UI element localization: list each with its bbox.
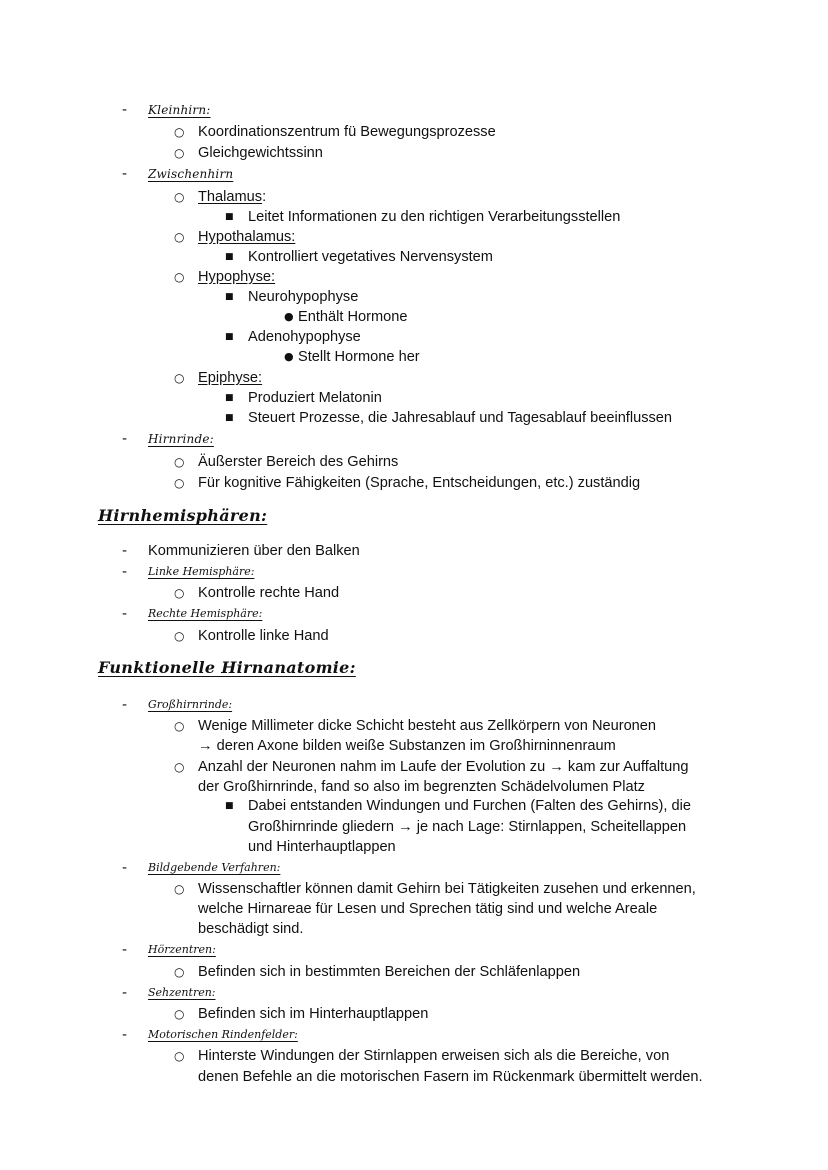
square-bullet: ■ — [225, 332, 234, 342]
square-bullet: ■ — [225, 212, 234, 222]
list-item: Neurohypophyse — [248, 289, 359, 305]
circle-bullet: ○ — [174, 965, 185, 979]
circle-bullet: ○ — [174, 882, 185, 896]
circle-bullet: ○ — [174, 476, 185, 490]
list-item: Gleichgewichtssinn — [198, 145, 323, 161]
circle-bullet: ○ — [174, 125, 185, 139]
subsection-thalamus — [198, 187, 266, 207]
dash-bullet: - — [122, 697, 128, 713]
hypophyse-label: Hypophyse: — [198, 269, 276, 285]
thalamus-label: Thalamus — [198, 189, 263, 205]
paragraph-line: denen Befehle an die motorischen Fasern im Rückenmark übermittelt werden. — [198, 1069, 703, 1085]
list-item: Kontrolle rechte Hand — [198, 585, 340, 601]
epiphyse-label: Epiphyse: — [198, 370, 263, 386]
square-bullet: ■ — [225, 393, 234, 403]
circle-bullet: ○ — [174, 455, 185, 469]
heading-hirnhemisphaeren: Hirnhemisphären: — [98, 506, 268, 525]
dot-bullet: ● — [284, 310, 294, 323]
list-item: Kontrolliert vegetatives Nervensystem — [248, 249, 493, 265]
dash-bullet: - — [122, 1027, 128, 1043]
paragraph-line: Hinterste Windungen der Stirnlappen erweisen sich als die Bereiche, von — [198, 1048, 670, 1064]
list-item: Befinden sich in bestimmten Bereichen der Schläfenlappen — [198, 964, 581, 980]
paragraph-line: der Großhirnrinde, fand so also im begrenzten Schädelvolumen Platz — [198, 779, 645, 795]
dash-bullet: - — [122, 564, 128, 580]
square-bullet: ■ — [225, 413, 234, 423]
list-item: Adenohypophyse — [248, 329, 361, 345]
section-label-zwischenhirn: Zwischenhirn — [148, 167, 234, 181]
section-label-rechte-hemisphaere: Rechte Hemisphäre: — [148, 607, 263, 620]
dash-bullet: - — [122, 942, 128, 958]
hypothalamus-label: Hypothalamus: — [198, 229, 296, 245]
paragraph-line: → deren Axone bilden weiße Substanzen im Großhirninnenraum — [198, 738, 616, 754]
section-label-hirnrinde: Hirnrinde: — [148, 432, 214, 446]
square-bullet: ■ — [225, 801, 234, 811]
paragraph-line: Großhirnrinde gliedern → je nach Lage: Stirnlappen, Scheitellappen — [248, 819, 687, 835]
circle-bullet: ○ — [174, 1007, 185, 1021]
square-bullet: ■ — [225, 252, 234, 262]
list-item: Stellt Hormone her — [298, 349, 420, 365]
paragraph-line: Anzahl der Neuronen nahm im Laufe der Evolution zu → kam zur Auffaltung — [198, 759, 689, 775]
list-item: Äußerster Bereich des Gehirns — [198, 454, 399, 470]
thalamus-colon: : — [262, 189, 267, 205]
dash-bullet: - — [122, 543, 128, 559]
paragraph-line: Wissenschaftler können damit Gehirn bei Tätigkeiten zusehen und erkennen, — [198, 881, 696, 897]
circle-bullet: ○ — [174, 270, 185, 284]
section-label-linke-hemisphaere: Linke Hemisphäre: — [148, 565, 255, 578]
dot-bullet: ● — [284, 350, 294, 363]
circle-bullet: ○ — [174, 719, 185, 733]
paragraph-line: und Hinterhauptlappen — [248, 839, 396, 855]
list-item: Für kognitive Fähigkeiten (Sprache, Entscheidungen, etc.) zuständig — [198, 475, 641, 491]
circle-bullet: ○ — [174, 371, 185, 385]
list-item: Kommunizieren über den Balken — [148, 543, 360, 559]
list-item: Steuert Prozesse, die Jahresablauf und Tagesablauf beeinflussen — [248, 410, 673, 426]
circle-bullet: ○ — [174, 230, 185, 244]
circle-bullet: ○ — [174, 629, 185, 643]
list-item: Enthält Hormone — [298, 309, 408, 325]
circle-bullet: ○ — [174, 1049, 185, 1063]
list-item: Befinden sich im Hinterhauptlappen — [198, 1006, 429, 1022]
circle-bullet: ○ — [174, 760, 185, 774]
list-item: Kontrolle linke Hand — [198, 628, 329, 644]
section-label-grosshirnrinde: Großhirnrinde: — [148, 698, 233, 711]
section-label-sehzentren: Sehzentren: — [148, 986, 216, 999]
section-label-hoerzentren: Hörzentren: — [148, 943, 216, 956]
circle-bullet: ○ — [174, 586, 185, 600]
list-item: Leitet Informationen zu den richtigen Verarbeitungsstellen — [248, 209, 621, 225]
list-item: Produziert Melatonin — [248, 390, 382, 406]
circle-bullet: ○ — [174, 190, 185, 204]
dash-bullet: - — [122, 166, 128, 182]
paragraph-line: welche Hirnareae für Lesen und Sprechen tätig sind und welche Areale — [198, 901, 658, 917]
dash-bullet: - — [122, 985, 128, 1001]
heading-funktionelle-hirnanatomie: Funktionelle Hirnanatomie: — [98, 658, 356, 677]
dash-bullet: - — [122, 606, 128, 622]
dash-bullet: - — [122, 102, 128, 118]
section-label-kleinhirn: Kleinhirn: — [148, 103, 211, 117]
square-bullet: ■ — [225, 292, 234, 302]
list-item: Koordinationszentrum fü Bewegungsprozesse — [198, 124, 496, 140]
dash-bullet: - — [122, 431, 128, 447]
circle-bullet: ○ — [174, 146, 185, 160]
section-label-bildgebende-verfahren: Bildgebende Verfahren: — [148, 861, 281, 874]
dash-bullet: - — [122, 860, 128, 876]
paragraph-line: beschädigt sind. — [198, 921, 304, 937]
section-label-motorische-rindenfelder: Motorischen Rindenfelder: — [148, 1028, 298, 1041]
paragraph-line: Wenige Millimeter dicke Schicht besteht aus Zellkörpern von Neuronen — [198, 718, 657, 734]
paragraph-line: Dabei entstanden Windungen und Furchen (Falten des Gehirns), die — [248, 798, 691, 814]
